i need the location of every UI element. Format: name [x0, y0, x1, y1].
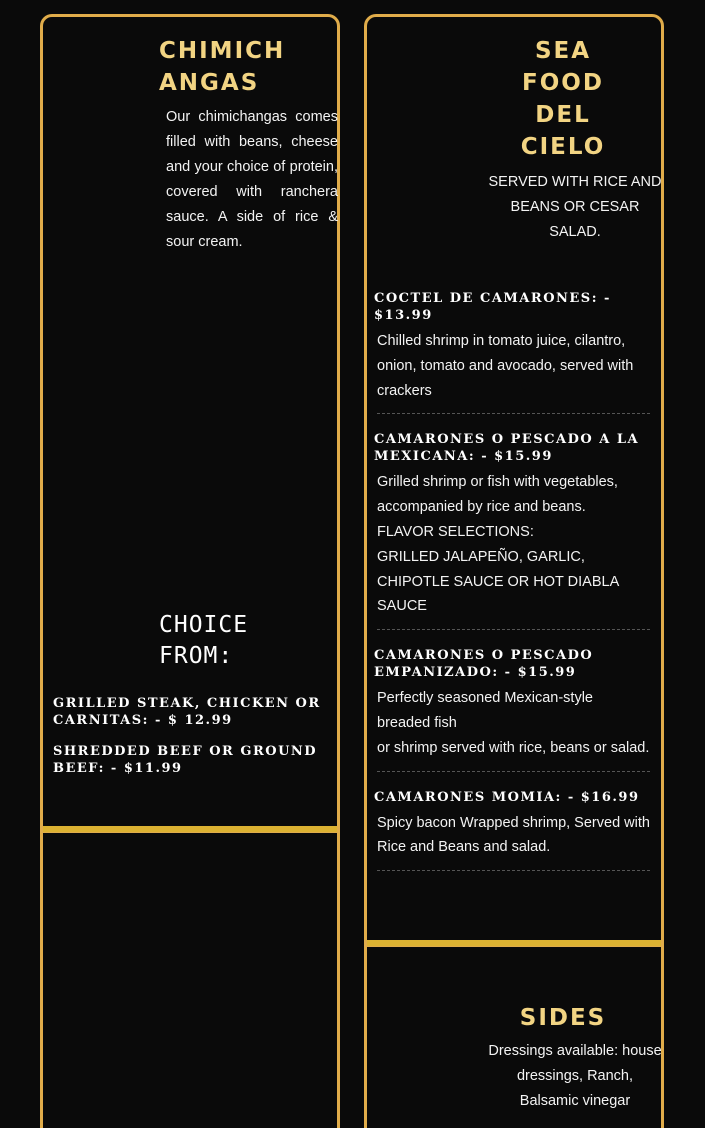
menu-item-title: CAMARONES O PESCADO A LA MEXICANA: - $15.99 [374, 432, 640, 465]
menu-item-description: Chilled shrimp in tomato juice, cilantro, onion, tomato and avocado, served with crackers [377, 329, 650, 414]
menu-item [374, 647, 656, 771]
menu-item [374, 789, 656, 872]
left-divider-line [43, 832, 337, 833]
menu-item [374, 290, 656, 414]
menu-item-description: Perfectly seasoned Mexican-style breaded fish or shrimp served with rice, beans or salad. [377, 686, 650, 771]
sides-heading: SIDES [519, 1005, 607, 1031]
chimichangas-description: Our chimichangas comes filled with beans, cheese and your choice of protein, covered with ranchera sauce. A side of rice & sour cream. [166, 109, 338, 250]
chimichangas-option: GRILLED STEAK, CHICKEN OR CARNITAS: - $ 12.99 [53, 696, 321, 728]
right-divider-line [367, 946, 661, 947]
chimichangas-option: SHREDDED BEEF OR GROUND BEEF: - $11.99 [53, 744, 318, 776]
menu-item-title: COCTEL DE CAMARONES: - $13.99 [374, 291, 611, 323]
menu-item-title: CAMARONES O PESCADO EMPANIZADO: - $15.99 [374, 648, 594, 681]
menu-item [374, 431, 656, 630]
chimichangas-heading: CHIMICH ANGAS [159, 38, 286, 96]
menu-item-description: Spicy bacon Wrapped shrimp, Served with Rice and Beans and salad. [377, 811, 650, 872]
menu-item-title: CAMARONES MOMIA: - $16.99 [374, 789, 640, 805]
seafood-heading: SEA FOOD DEL CIELO [520, 38, 606, 160]
sides-description: Dressings available: house dressings, Ranch, Balsamic vinegar [488, 1043, 662, 1109]
seafood-item-list [374, 290, 656, 888]
menu-item-description: Grilled shrimp or fish with vegetables, accompanied by rice and beans. FLAVOR SELECTIONS: GRILLED JALAPEÑO, GARLIC, CHIPOTLE SAUCE OR HOT DIABLA SAUCE [377, 470, 650, 630]
choice-from-label: CHOICE FROM: [159, 612, 249, 669]
seafood-description: SERVED WITH RICE AND BEANS OR CESAR SALAD. [488, 174, 662, 240]
